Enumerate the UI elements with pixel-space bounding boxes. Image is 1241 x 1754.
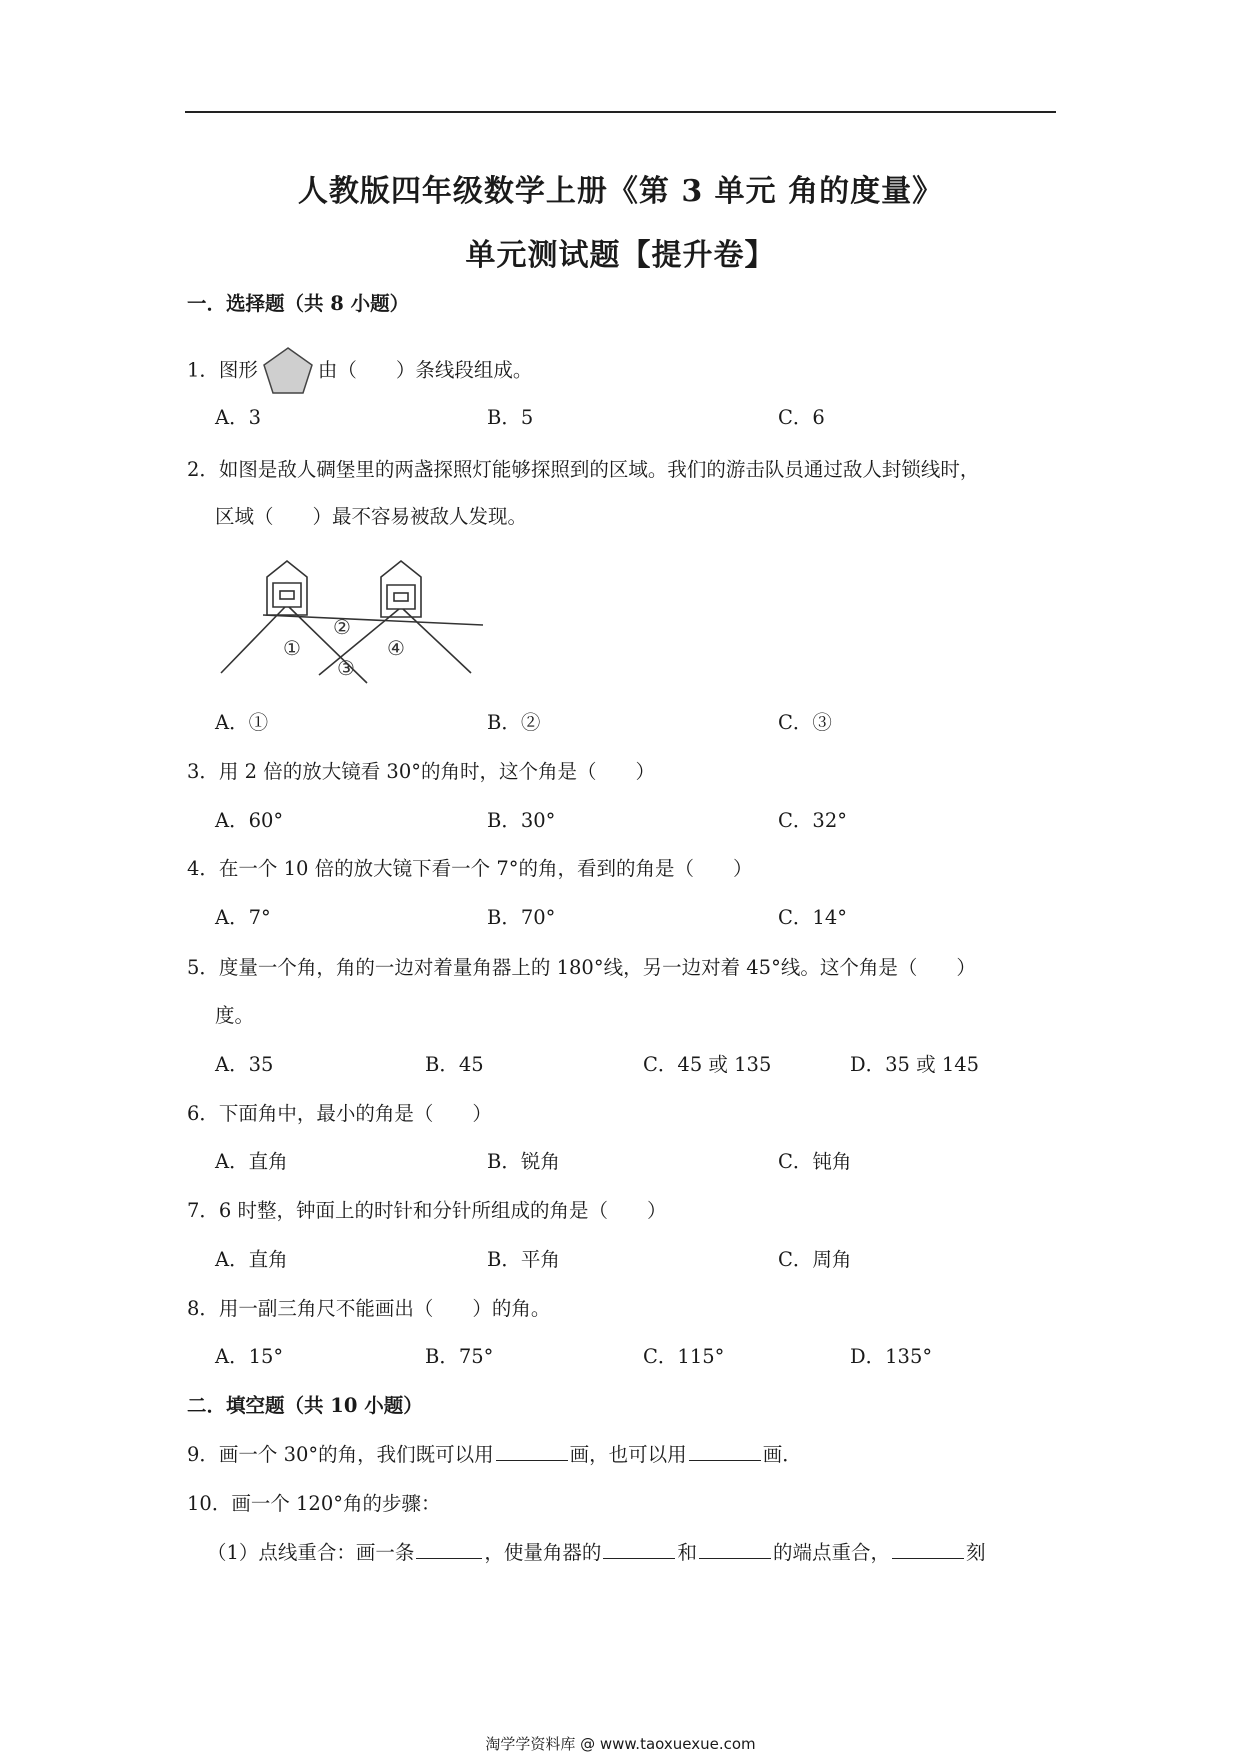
q8-option-d: D．135° [850,1345,933,1368]
answer-blank[interactable] [699,1542,771,1559]
question-6: 6．下面角中，最小的角是（ ） [187,1102,492,1125]
q4-option-b: B．70° [487,906,556,929]
question-7: 7．6 时整，钟面上的时针和分针所组成的角是（ ） [187,1199,667,1222]
q2-option-c: C．③ [778,711,832,734]
q8-option-a: A．15° [215,1345,284,1368]
q8-option-b: B．75° [425,1345,494,1368]
q7-option-a: A．直角 [215,1248,288,1271]
question-9-part-3: 画． [762,1443,802,1466]
question-4: 4．在一个 10 倍的放大镜下看一个 7°的角，看到的角是（ ） [187,857,753,880]
q7-option-c: C．周角 [778,1248,852,1271]
answer-blank[interactable] [496,1444,568,1461]
question-9-part-2: 画，也可以用 [569,1443,687,1466]
question-10: 10．画一个 120°角的步骤： [187,1492,441,1515]
question-1-suffix: 由（ ）条线段组成。 [317,358,533,382]
title-line-2: 单元测试题【提升卷】 [465,238,776,273]
question-10-step-1 [207,1542,985,1563]
q5-option-c: C．45 或 135 [643,1053,772,1076]
step-1-part-a: （1）点线重合：画一条 [207,1541,415,1564]
searchlight-diagram [215,555,490,690]
question-1 [187,350,532,392]
question-5-line-1: 5．度量一个角，角的一边对着量角器上的 180°线，另一边对着 45°线。这个角是（ ） [187,956,976,979]
q5-option-d: D．35 或 145 [850,1053,980,1076]
question-8: 8．用一副三角尺不能画出（ ）的角。 [187,1297,551,1320]
region-label-2: ② [333,615,351,639]
q1-option-c: C．6 [778,406,825,429]
region-label-4: ④ [387,636,405,660]
question-5-line-2: 度。 [215,1004,255,1027]
q3-option-b: B．30° [487,809,556,832]
step-1-part-d: 的端点重合， [772,1541,890,1564]
q5-option-a: A．35 [215,1053,274,1076]
question-9 [187,1444,802,1465]
answer-blank[interactable] [603,1542,675,1559]
q4-option-c: C．14° [778,906,847,929]
q3-option-a: A．60° [215,809,284,832]
answer-blank[interactable] [416,1542,482,1559]
step-1-part-e: 刻 [965,1541,986,1564]
region-label-1: ① [283,636,301,660]
header-rule [185,111,1056,113]
step-1-part-c: 和 [677,1541,697,1564]
q1-option-b: B．5 [487,406,534,429]
q4-option-a: A．7° [215,906,271,929]
q2-option-b: B．② [487,711,541,734]
step-1-part-b: ，使量角器的 [484,1541,602,1564]
q7-option-b: B．平角 [487,1248,560,1271]
section-heading-fill: 二．填空题（共 10 小题） [187,1394,423,1417]
question-2-line-1: 2．如图是敌人碉堡里的两盏探照灯能够探照到的区域。我们的游击队员通过敌人封锁线时， [187,458,980,481]
q3-option-c: C．32° [778,809,847,832]
q8-option-c: C．115° [643,1345,725,1368]
pentagon-figure [262,346,314,388]
question-1-prefix: 1．图形 [187,358,258,382]
answer-blank[interactable] [892,1542,964,1559]
question-2-line-2: 区域（ ）最不容易被敌人发现。 [215,505,528,528]
region-label-3: ③ [337,656,355,680]
q5-option-b: B．45 [425,1053,484,1076]
q6-option-a: A．直角 [215,1150,288,1173]
q1-option-a: A．3 [215,406,261,429]
q6-option-b: B．锐角 [487,1150,560,1173]
answer-blank[interactable] [689,1444,761,1461]
footer-watermark: 淘学学资料库 @ www.taoxuexue.com [485,1735,756,1753]
section-heading-choice: 一．选择题（共 8 小题） [187,292,410,315]
title-line-1: 人教版四年级数学上册《第 3 单元 角的度量》 [297,174,944,209]
q6-option-c: C．钝角 [778,1150,852,1173]
q2-option-a: A．① [215,711,269,734]
question-9-part-1: 9．画一个 30°的角，我们既可以用 [187,1443,494,1466]
question-3: 3．用 2 倍的放大镜看 30°的角时，这个角是（ ） [187,760,655,783]
